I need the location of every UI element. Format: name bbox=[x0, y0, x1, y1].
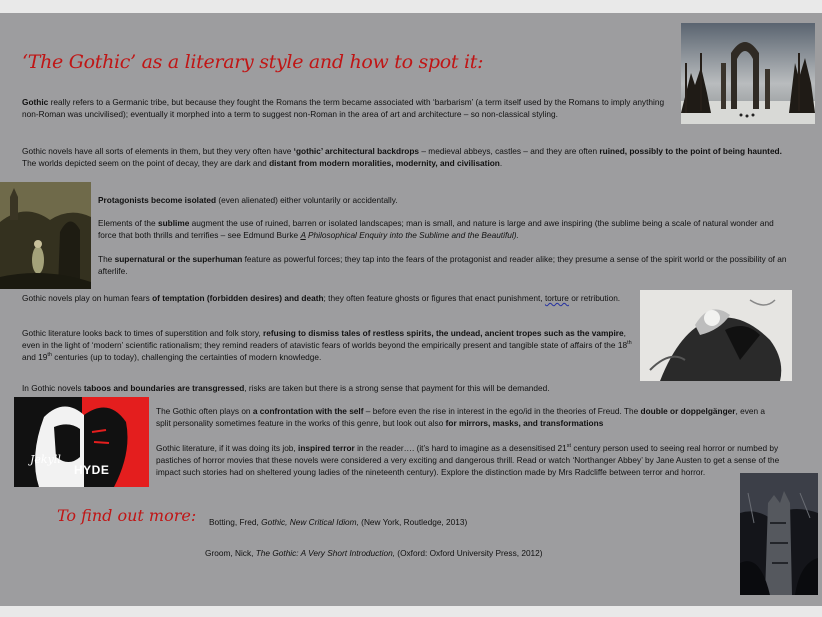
paragraph-supernatural: The supernatural or the superhuman feature as powerful forces; they tap into the fears of the protagonist and reader alike; they presume a sense of the spirit world or the possibility of an afterlife. bbox=[98, 254, 787, 276]
slide bbox=[0, 13, 822, 606]
dark-castle-illustration bbox=[740, 473, 818, 595]
paragraph-gothic-elements: Gothic novels have all sorts of elements in them, but they very often have ‘gothic’ architectural backdrops – medieval abbeys, castles – and they are often ruined, possibly to the point of being haunted. The worlds depicted seem on the point of decay, they are dark and distant from modern moralities, modernity, and civilisation. bbox=[22, 146, 782, 168]
paragraph-terror: Gothic literature, if it was doing its job, inspired terror in the reader…. (it’s hard to imagine as a desensitised 21st century person used to seeing real horror or numbed by pastiches of horror movies that these novels were considered a very exciting and dangerous thrill. Read or watch ‘Northanger Abbey’ by Jane Austen to get a sense of the impact such stories had on sheltered young ladies of the nineteenth century). Explore the distinction made by Mrs Radcliffe between terror and horror. bbox=[156, 443, 780, 477]
paragraph-taboos: In Gothic novels taboos and boundaries are transgressed, risks are taken but there is a strong sense that payment for this will be demanded. bbox=[22, 383, 550, 393]
paragraph-fears: Gothic novels play on human fears of temptation (forbidden desires) and death; they often feature ghosts or figures that enact punishment, torture or retribution. bbox=[22, 293, 621, 303]
ruined-abbey-painting bbox=[681, 23, 815, 124]
paragraph-gothic-origin: Gothic really refers to a Germanic tribe, but because they fought the Romans the term became associated with ‘barbarism’ (a term itself used by the Romans to imply anything non-Roman was uncivilised); eventually it morphed into a term to suggest non-Roman in the area of art and architecture – so non-classical styling. bbox=[22, 97, 665, 119]
reference-groom: Groom, Nick, The Gothic: A Very Short Introduction, (Oxford: Oxford University Press, 2012) bbox=[205, 548, 543, 558]
paragraph-isolation: Protagonists become isolated (even alienated) either voluntarily or accidentally. bbox=[98, 195, 398, 205]
dark-landscape-painting bbox=[0, 182, 91, 289]
reference-botting: Botting, Fred, Gothic, New Critical Idiom, (New York, Routledge, 2013) bbox=[209, 517, 468, 527]
paragraph-self: The Gothic often plays on a confrontation with the self – before even the rise in interest in the ego/id in the theories of Freud. The double or doppelgänger, even a split personality sometimes feature in the works of this genre, but look out also for mirrors, masks, and transformations bbox=[156, 406, 766, 428]
jekyll-hyde-poster bbox=[14, 397, 149, 487]
page-title: ‘The Gothic’ as a literary style and how to spot it: bbox=[22, 51, 484, 73]
poster-hyde-text: HYDE bbox=[74, 463, 110, 477]
vampire-illustration bbox=[640, 290, 792, 381]
poster-jekyll-text: Jekyll bbox=[30, 453, 61, 466]
paragraph-superstition: Gothic literature looks back to times of superstition and folk story, refusing to dismiss tales of restless spirits, the undead, ancient tropes such as the vampire, even in the light of ‘modern’ scientific rationalism; they remind readers of atavistic fears of worlds beyond the empirically present and tangible state of affairs of the 18th and 19th centuries (up to today), challenging the certainties of modern knowledge. bbox=[22, 328, 632, 362]
paragraph-sublime: Elements of the sublime augment the use of ruined, barren or isolated landscapes; man is small, and nature is large and awe inspiring (the sublime being a scale of natural wonder and force that both thrills and terrifies – see Edmund Burke A Philosophical Enquiry into the Sublime and the Beautiful). bbox=[98, 218, 774, 240]
find-out-more-heading: To find out more: bbox=[57, 506, 197, 525]
